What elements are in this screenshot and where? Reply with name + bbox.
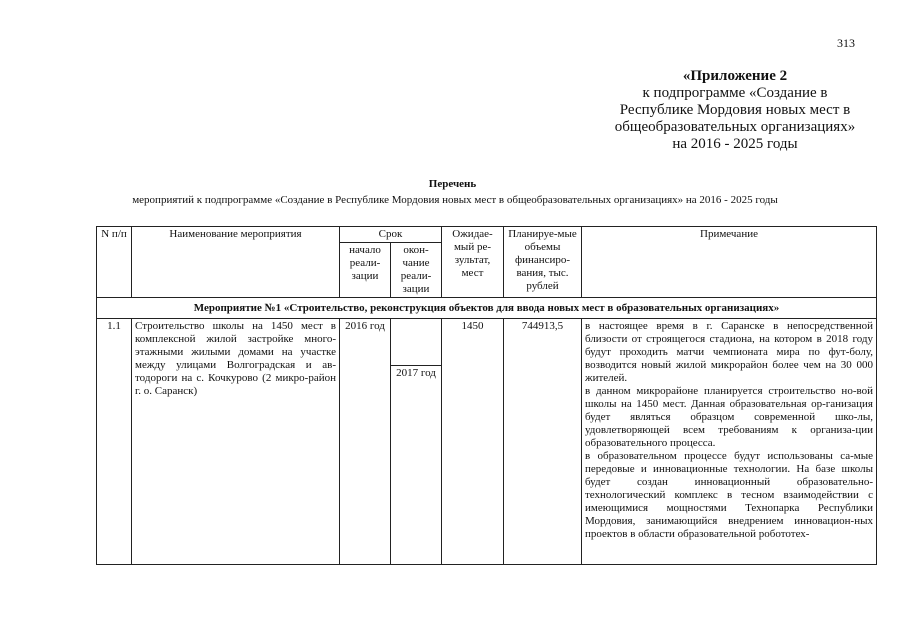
activities-table (96, 226, 877, 565)
list-heading: Перечень (428, 178, 477, 190)
appendix-line: к подпрограмме «Создание в (642, 85, 828, 101)
header-name: Наименование мероприятия (132, 227, 340, 298)
header-term: Срок (340, 227, 442, 243)
appendix-block (590, 68, 880, 153)
header-funding: Планируе-мые объемы финансиро-вания, тыс. рублей (504, 227, 582, 298)
row-end-empty (391, 319, 442, 366)
header-note: Примечание (582, 227, 877, 298)
row-start: 2016 год (340, 319, 391, 565)
row-funding: 744913,5 (504, 319, 582, 565)
appendix-line: Республике Мордовия новых мест в (619, 102, 851, 118)
appendix-line: на 2016 - 2025 годы (672, 136, 798, 152)
header-end: окон-чание реали-зации (391, 243, 442, 298)
row-note: в настоящее время в г. Саранске в непосредственной близости от строящегося стадиона, на котором в 2018 году будут проходить матчи чемпионата мира по фут-болу, возводится новый жилой микрорайон более чем на 30 000 жителей. в данном микрорайоне планируется строительство но-вой школы на 1450 мест. Данная образовательная ор-ганизация будет являться образцом современной шко-лы, удовлетворяющей всем требованиям к организа-ции образовательного процесса. в образовательном процессе будут использованы са-мые передовые и инновационные технологии. На базе школы будет создан инновационный образовательно-технологический комплекс в тесном взаимодействии с имеющимися мощностями Технопарка Республики Мордовия, занимающийся внедрением инновацион-ных проектов в области образовательной робототех- (582, 319, 877, 565)
section-title: Мероприятие №1 «Строительство, реконструкция объектов для ввода новых мест в образовательных организациях» (97, 298, 877, 319)
row-result: 1450 (442, 319, 504, 565)
header-num: N п/п (97, 227, 132, 298)
header-start: начало реали-зации (340, 243, 391, 298)
list-subheading: мероприятий к подпрограмме «Создание в Республике Мордовия новых мест в общеобразовательных организациях» на 2016 - 2025 годы (132, 194, 778, 206)
table-row (97, 319, 877, 366)
row-end: 2017 год (391, 366, 442, 565)
page-number: 313 (837, 36, 855, 50)
header-result: Ожидае-мый ре-зультат, мест (442, 227, 504, 298)
row-num: 1.1 (97, 319, 132, 565)
row-name: Строительство школы на 1450 мест в комплексной жилой застройке много-этажными жилыми домами на участке между улицами Волгоградская и ав-тодороги на с. Кочкурово (2 микро-район г. о. Саранск) (132, 319, 340, 565)
appendix-title: «Приложение 2 (682, 68, 788, 84)
appendix-line: общеобразовательных организациях» (614, 119, 856, 135)
